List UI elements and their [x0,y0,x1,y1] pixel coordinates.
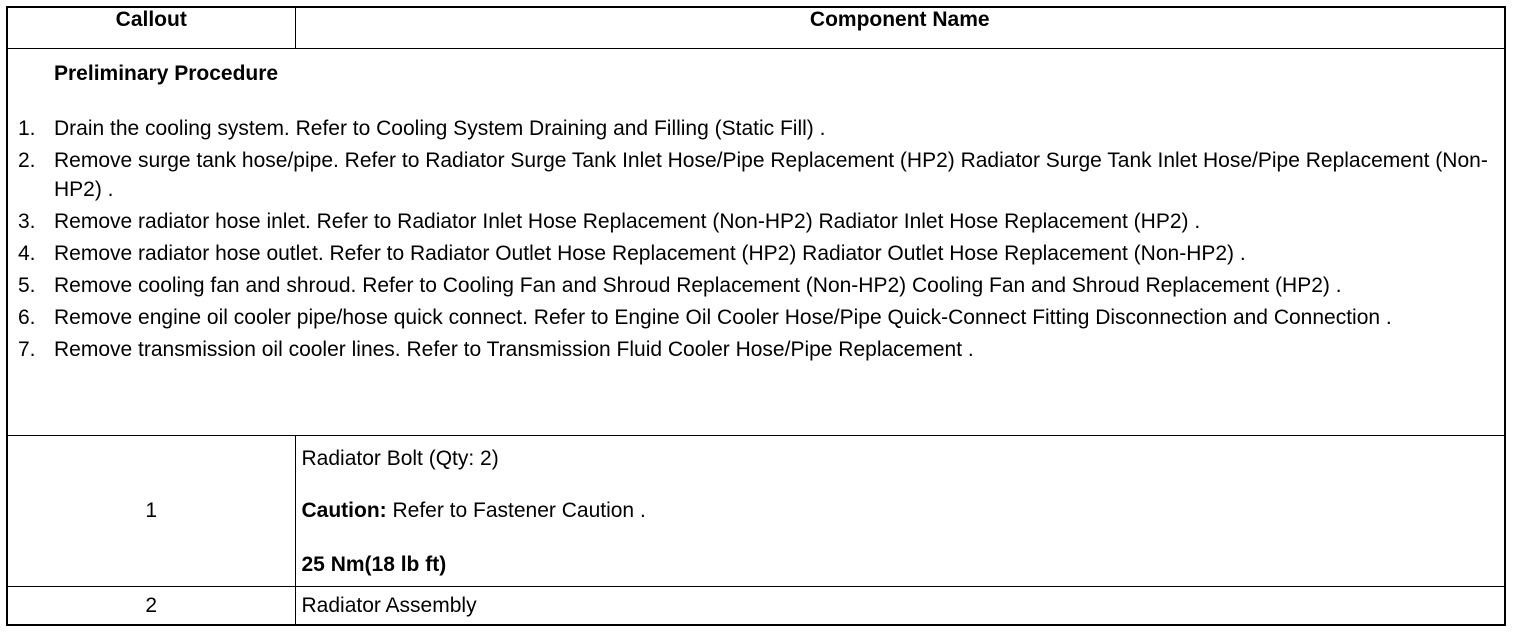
step-number: 7. [18,338,36,361]
torque-spec: 25 Nm(18 lb ft) [301,553,447,576]
preliminary-steps [8,114,1504,364]
table-row [8,436,1504,587]
preliminary-title: Preliminary Procedure [54,62,279,85]
header-callout: Callout [8,8,295,49]
step-text: Remove radiator hose outlet. Refer to Radiator Outlet Hose Replacement (HP2) Radiator Outlet Hose Replacement (Non-HP2) . [54,242,1246,265]
table-row [8,587,1504,626]
step-number: 6. [18,306,36,329]
step-text: Remove radiator hose inlet. Refer to Radiator Inlet Hose Replacement (Non-HP2) Radiator Inlet Hose Replacement (HP2) . [54,210,1201,233]
step-text: Drain the cooling system. Refer to Cooling System Draining and Filling (Static Fill) . [54,117,826,140]
step-item [8,146,1504,204]
preliminary-row [8,49,1504,436]
step-item [8,207,1504,236]
caution-text: Refer to Fastener Caution . [386,499,646,522]
step-number: 3. [18,210,36,233]
step-text: Remove transmission oil cooler lines. Refer to Transmission Fluid Cooler Hose/Pipe Replacement . [54,338,974,361]
step-number: 4. [18,242,36,265]
step-item [8,271,1504,300]
component-name: Radiator Assembly [295,587,1504,626]
step-item [8,303,1504,332]
step-number: 1. [18,117,36,140]
step-text: Remove surge tank hose/pipe. Refer to Radiator Surge Tank Inlet Hose/Pipe Replacement (HP2) Radiator Surge Tank Inlet Hose/Pipe Replacement (Non-HP2) . [54,149,1488,201]
procedure-table [8,8,1504,625]
procedure-table-frame [6,6,1506,626]
component-name: Radiator Bolt (Qty: 2) [301,447,499,470]
step-item [8,335,1504,364]
step-item [8,239,1504,268]
step-number: 2. [18,149,36,172]
header-row [8,8,1504,49]
step-number: 5. [18,274,36,297]
step-text: Remove cooling fan and shroud. Refer to Cooling Fan and Shroud Replacement (Non-HP2) Cooling Fan and Shroud Replacement (HP2) . [54,274,1342,297]
header-component-name: Component Name [295,8,1504,49]
component-cell [295,436,1504,587]
caution-note [302,498,1505,524]
callout-number: 2 [8,587,295,626]
caution-label: Caution: [301,499,387,522]
step-text: Remove engine oil cooler pipe/hose quick connect. Refer to Engine Oil Cooler Hose/Pipe Quick-Connect Fitting Disconnection and Connection . [54,306,1392,329]
preliminary-cell [8,49,1504,436]
callout-number: 1 [8,436,295,587]
step-item [8,114,1504,143]
